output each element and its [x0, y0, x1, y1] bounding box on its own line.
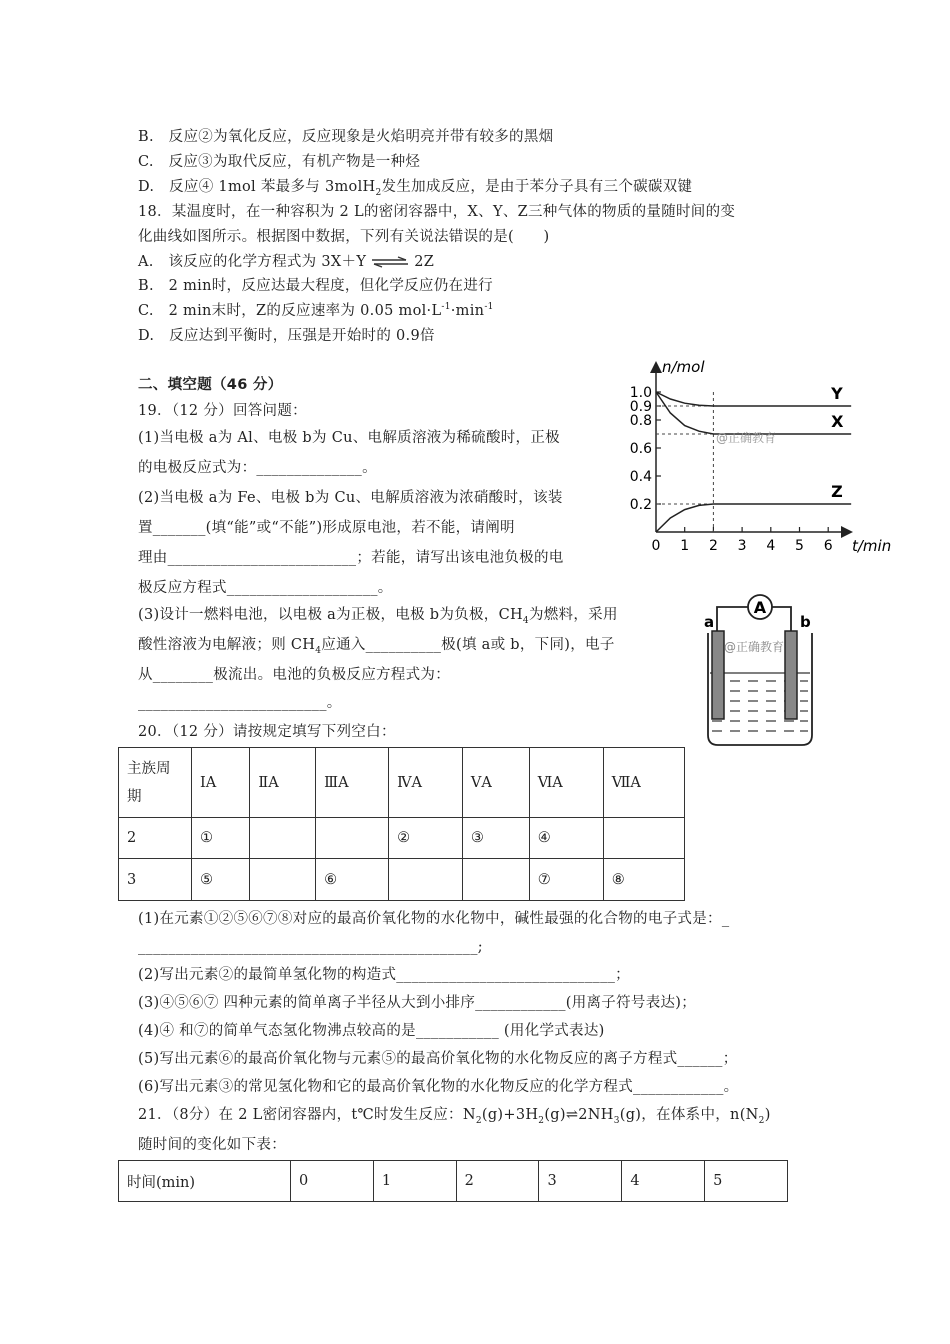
q20-sub4: (4)④ 和⑦的简单气态氢化物沸点较高的是___________ (用化学式表达) — [138, 1023, 605, 1039]
table-cell: 3 — [539, 1161, 622, 1202]
q19-part3-c: 从________极流出。电池的负极反应方程式为： — [138, 667, 450, 683]
table-cell — [462, 859, 529, 901]
table-cell: 3 — [119, 859, 192, 901]
wire-left — [717, 607, 748, 631]
table-header-cell: 时间(min) — [119, 1161, 291, 1202]
q18-stem-2: 化曲线如图所示。根据图中数据，下列有关说法错误的是( ) — [138, 229, 550, 245]
table-header-cell: ⅡA — [250, 748, 316, 818]
q19-part3-d: _________________________。 — [138, 695, 342, 711]
q19-part3-a: (3)设计一燃料电池，以电极 a为正极，电极 b为负极，$CH_4$为燃料，采用 — [138, 607, 618, 626]
table-header-cell: ⅤA — [462, 748, 529, 818]
y-axis-label: n/mol — [662, 358, 705, 376]
y-tick-label: 0.4 — [629, 469, 652, 485]
table-cell — [316, 818, 389, 859]
electrode-a-label: a — [704, 613, 715, 631]
wire-right — [772, 607, 791, 631]
table-cell: 2 — [456, 1161, 539, 1202]
table-cell: ⑦ — [529, 859, 603, 901]
q17-option-d: D. 反应④ 1mol 苯最多与 3molH$_2$发生加成反应，是由于苯分子具有三个碳碳双键 — [138, 179, 693, 198]
table-cell: ⑧ — [603, 859, 684, 901]
x-tick-label: 0 — [651, 538, 661, 554]
q20-title: 20．（12 分）请按规定填写下列空白： — [138, 724, 396, 740]
q17-option-c: C. 反应③为取代反应，有机产物是一种烃 — [138, 154, 421, 170]
electrode-b-label: b — [800, 613, 811, 631]
table-header-row — [119, 748, 685, 818]
chart-watermark: @正确教育 — [716, 431, 777, 445]
q18-option-a: A. 该反应的化学方程式为 3X＋Y 2Z — [138, 254, 435, 270]
x-tick-label: 4 — [766, 538, 776, 554]
x-tick-label: 1 — [680, 538, 690, 554]
q18-option-d: D. 反应达到平衡时，压强是开始时的 0.9倍 — [138, 328, 435, 344]
table-header-cell: ⅦA — [603, 748, 684, 818]
table-cell: ⑤ — [192, 859, 250, 901]
table-header-cell: ⅢA — [316, 748, 389, 818]
series-line-x — [656, 392, 851, 434]
x-tick-label: 3 — [737, 538, 747, 554]
q21-stem-2: 随时间的变化如下表： — [138, 1137, 286, 1153]
y-tick-label: 0.8 — [629, 413, 652, 429]
x-tick-label: 2 — [708, 538, 718, 554]
x-tick-label: 5 — [795, 538, 804, 554]
x-axis-label: t/min — [852, 537, 892, 555]
q19-title: 19．（12 分）回答问题： — [138, 403, 307, 419]
q18-option-c: C. 2 min末时，Z的反应速率为 0.05 $mol\cdot L^{-1}\cdot\min^{-1}$ — [138, 302, 494, 319]
table-cell: ② — [389, 818, 463, 859]
q20-sub2: (2)写出元素②的最简单氢化物的构造式_____________________________； — [138, 967, 630, 983]
electrode-a — [712, 631, 724, 719]
cell-watermark: @正确教育 — [724, 640, 785, 654]
q19-part3-b: 酸性溶液为电解液；则 $CH_4$应通入__________极(填 a或 b，下同)，电子 — [138, 637, 615, 656]
electrode-b — [785, 631, 797, 719]
table-header-cell: ⅠA — [192, 748, 250, 818]
table-cell — [603, 818, 684, 859]
y-tick-label: 0.6 — [629, 441, 652, 457]
table-header-cell: ⅥA — [529, 748, 603, 818]
q20-sub3: (3)④⑤⑥⑦ 四种元素的简单离子半径从大到小排序____________(用离子符号表达)； — [138, 995, 697, 1011]
q20-sub1-b: _____________________________________________; — [138, 939, 483, 955]
q19-part2-a: (2)当电极 a为 Fe、电极 b为 Cu、电解质溶液为浓硝酸时，该装 — [138, 490, 563, 506]
q20-sub1-a: (1)在元素①②⑤⑥⑦⑧对应的最高价氧化物的水化物中，碱性最强的化合物的电子式是：_ — [138, 911, 730, 927]
periodic-table — [118, 747, 685, 901]
q17-option-b: B. 反应②为氧化反应，反应现象是火焰明亮并带有较多的黑烟 — [138, 129, 554, 145]
q19-part2-b: 置_______(填“能”或“不能”)形成原电池，若不能，请阐明 — [138, 520, 515, 536]
table-cell: ① — [192, 818, 250, 859]
table-cell: 2 — [119, 818, 192, 859]
series-label-z: Z — [831, 482, 843, 501]
mole-time-chart — [618, 352, 900, 562]
q18-stem-1: 18．某温度时，在一种容积为 2 L的密闭容器中，X、Y、Z三种气体的物质的量随时间的变 — [138, 204, 736, 220]
table-cell — [389, 859, 463, 901]
table-header-cell: ⅣA — [389, 748, 463, 818]
section-heading: 二、填空题（46 分） — [138, 377, 283, 393]
equilibrium-arrow-icon — [370, 256, 410, 268]
y-tick-label: 0.9 — [629, 399, 652, 415]
table-corner-cell: 主族周 期 — [119, 748, 192, 818]
table-row — [119, 818, 685, 859]
table-cell: ③ — [462, 818, 529, 859]
table-cell — [250, 818, 316, 859]
q21-time-table — [118, 1160, 788, 1202]
y-tick-label: 0.2 — [629, 497, 652, 513]
galvanic-cell-diagram — [700, 593, 820, 753]
q20-sub6: (6)写出元素③的常见氢化物和它的最高价氧化物的水化物反应的化学方程式____________。 — [138, 1079, 739, 1095]
q20-sub5: (5)写出元素⑥的最高价氧化物与元素⑤的最高价氧化物的水化物反应的离子方程式______； — [138, 1051, 738, 1067]
q19-part2-c: 理由_________________________；若能，请写出该电池负极的电 — [138, 550, 564, 566]
table-cell: 1 — [373, 1161, 456, 1202]
q19-part1-b: 的电极反应式为：______________。 — [138, 460, 377, 476]
table-cell — [250, 859, 316, 901]
series-label-y: Y — [831, 384, 843, 403]
table-cell: 4 — [622, 1161, 705, 1202]
table-row — [119, 859, 685, 901]
table-cell: ⑥ — [316, 859, 389, 901]
table-row — [119, 1161, 788, 1202]
q18-option-b: B. 2 min时，反应达最大程度，但化学反应仍在进行 — [138, 278, 493, 294]
table-cell: 0 — [291, 1161, 374, 1202]
table-cell: ④ — [529, 818, 603, 859]
ammeter-label: A — [753, 598, 767, 617]
q21-stem-1: 21．（8分）在 2 L密闭容器内，t℃时发生反应：$N_2(g)+3H_2(g)\rightleftharpoons 2NH_3(g)$，在体系中，$n(N_2)$ — [138, 1107, 771, 1126]
q19-part2-d: 极反应方程式____________________。 — [138, 580, 393, 596]
series-line-y — [656, 392, 851, 406]
q19-part1-a: (1)当电极 a为 Al、电极 b为 Cu、电解质溶液为稀硫酸时，正极 — [138, 430, 560, 446]
series-label-x: X — [831, 412, 844, 431]
y-tick-label: 1.0 — [629, 385, 652, 401]
x-tick-label: 6 — [823, 538, 833, 554]
table-cell: 5 — [705, 1161, 788, 1202]
